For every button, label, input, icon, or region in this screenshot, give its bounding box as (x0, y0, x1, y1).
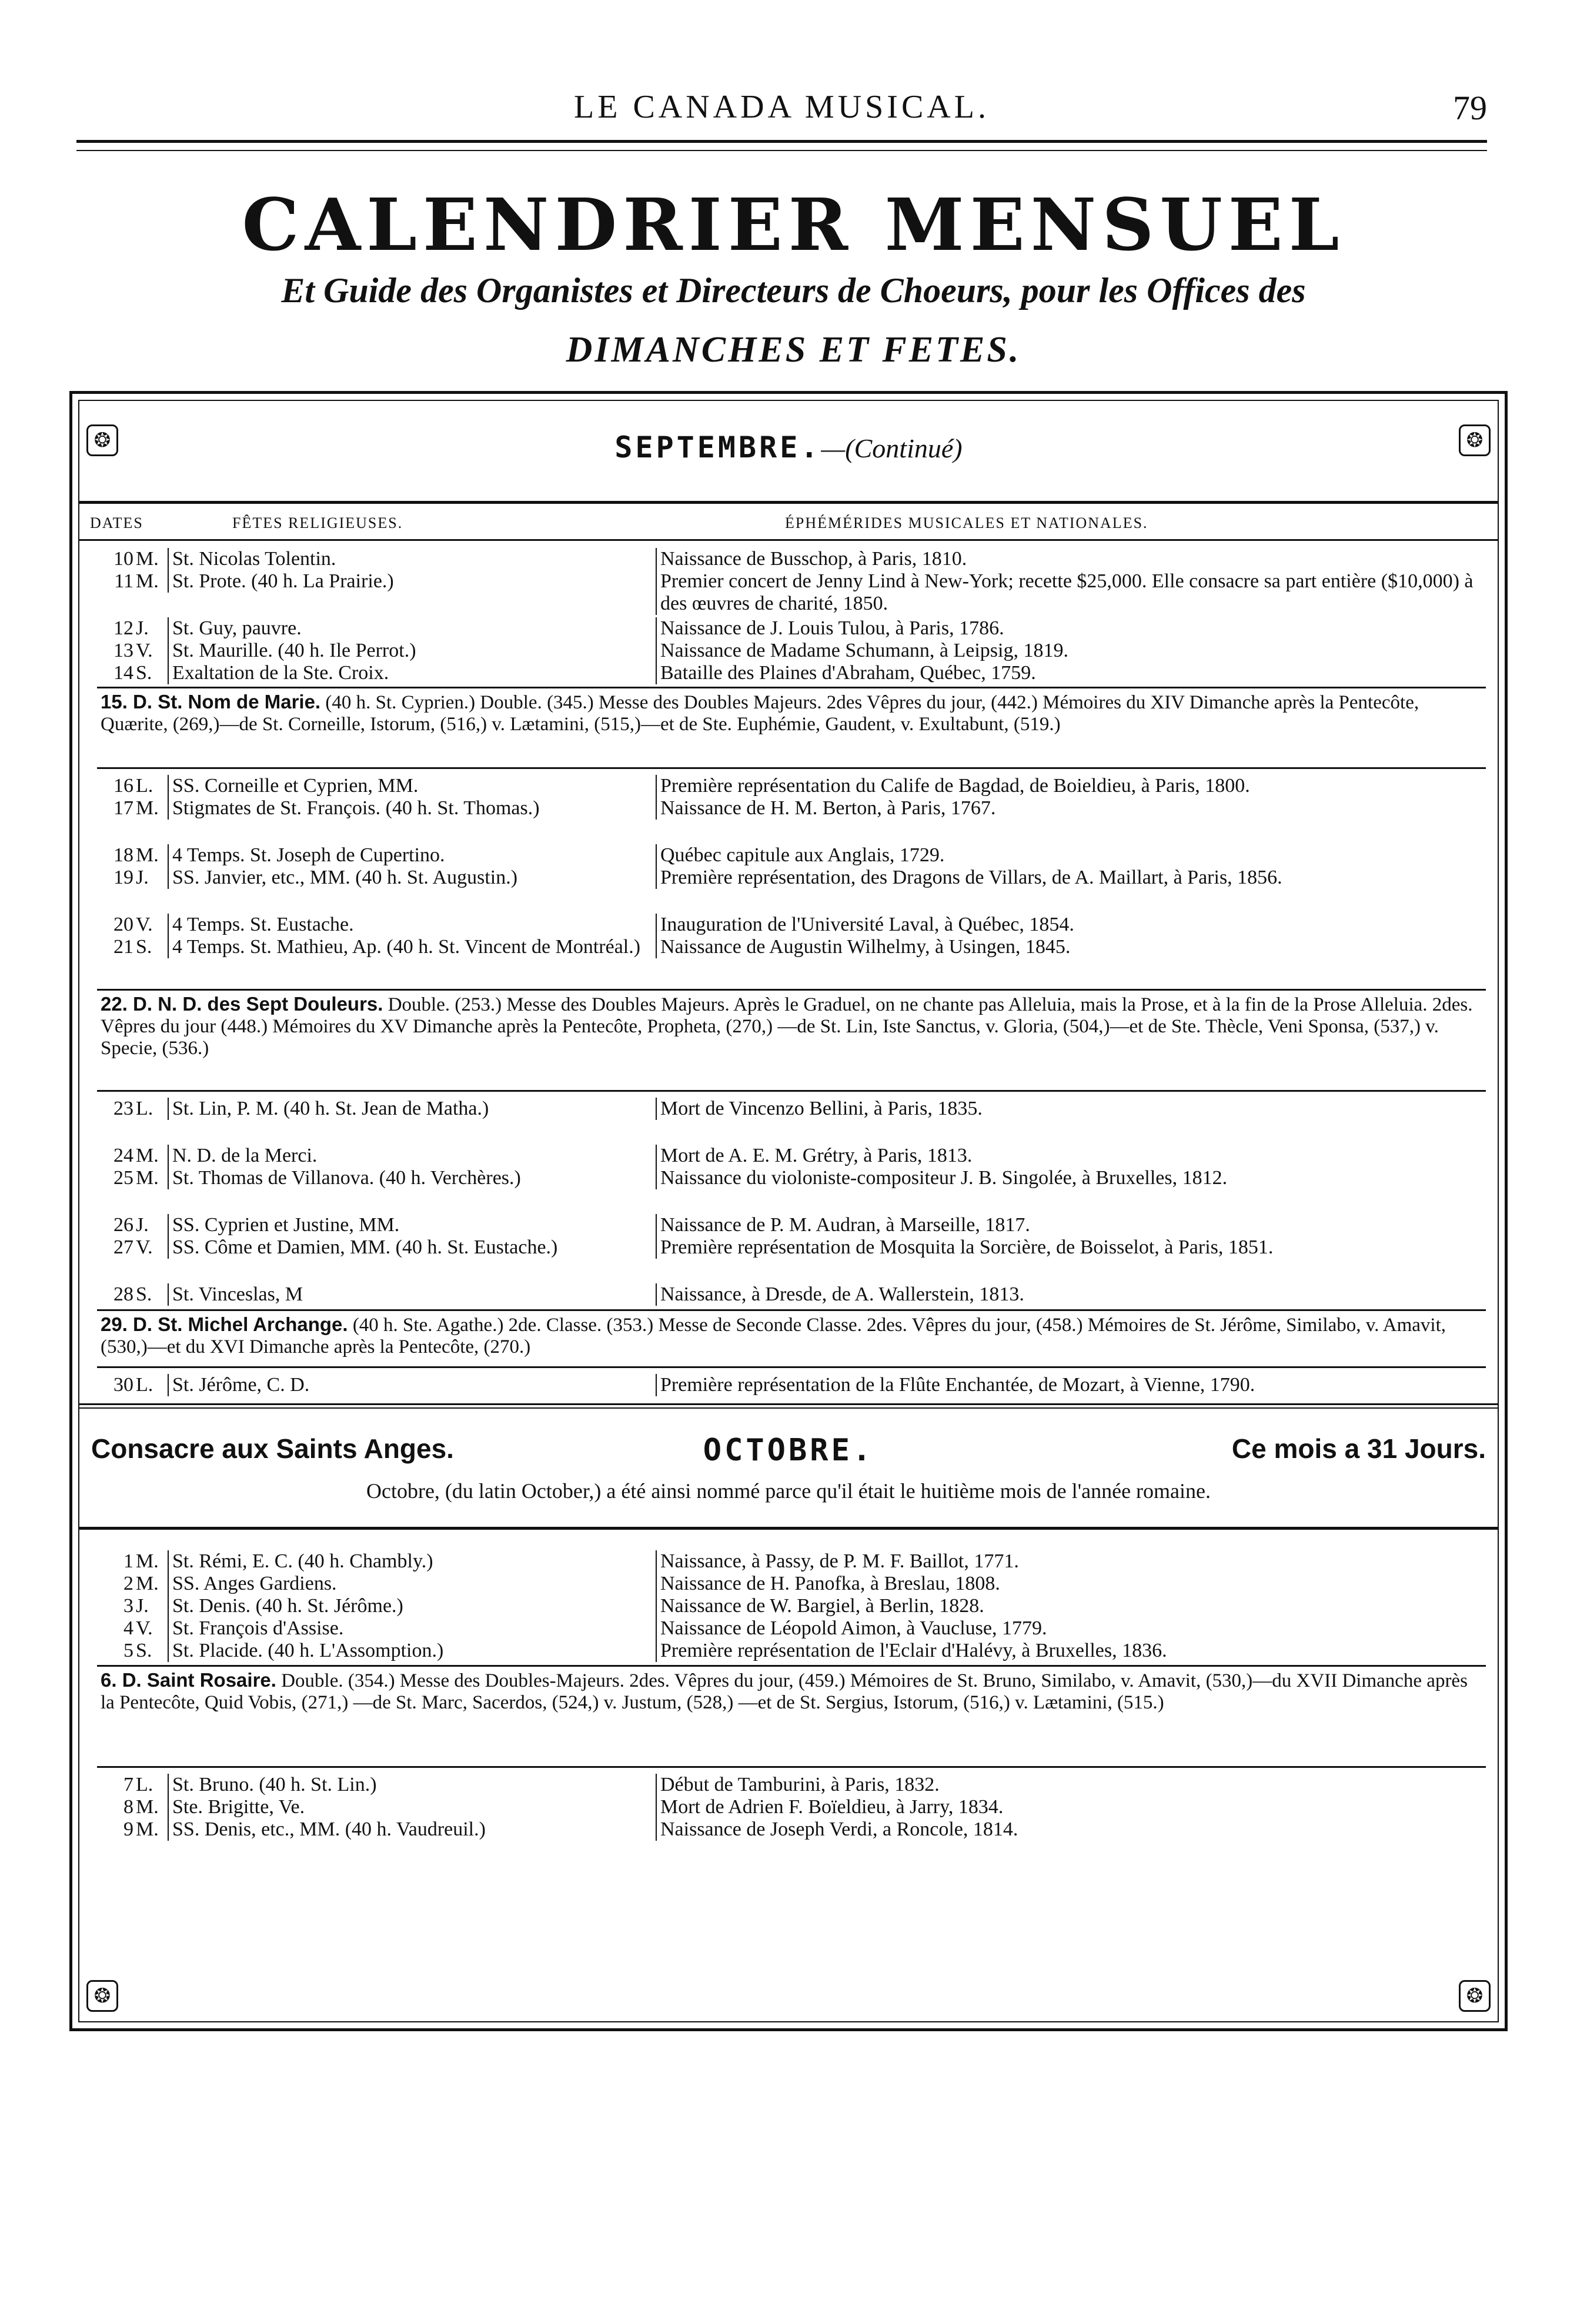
table-row (79, 1774, 1498, 1796)
table-row (79, 1374, 1498, 1396)
day-number: 23 (113, 1098, 133, 1119)
table-row (79, 914, 1498, 936)
event: Naissance de J. Louis Tulou, à Paris, 1786. (656, 617, 1486, 640)
day-number: 20 (113, 914, 133, 935)
feast: SS. Côme et Damien, MM. (40 h. St. Eustache.) (168, 1236, 656, 1259)
day-number: 24 (113, 1145, 133, 1166)
table-row (79, 1595, 1498, 1617)
feast: St. Maurille. (40 h. Ile Perrot.) (168, 640, 656, 662)
feast: St. Prote. (40 h. La Prairie.) (168, 570, 656, 593)
feast: Stigmates de St. François. (40 h. St. Thomas.) (168, 797, 656, 820)
weekday: M. (136, 570, 159, 592)
feast: 4 Temps. St. Mathieu, Ap. (40 h. St. Vincent de Montréal.) (168, 936, 656, 958)
weekday: L. (136, 1374, 153, 1396)
table-row (79, 1214, 1498, 1236)
weekday: L. (136, 1774, 153, 1795)
october-dedication: Consacre aux Saints Anges. (91, 1433, 454, 1464)
column-header-dates: DATES (90, 514, 143, 531)
sunday-office: (40 h. Ste. Agathe.) 2de. Classe. (353.) Messe de Seconde Classe. 2des. Vêpres du jour, (458.) Mémoires de St. Jérôme, Similabo, v. Amavit, (530,)—et du XVI Dimanche après la Pentecôte, (270.) (101, 1315, 1446, 1357)
feast: St. Placide. (40 h. L'Assomption.) (168, 1640, 656, 1662)
feast: St. Bruno. (40 h. St. Lin.) (168, 1774, 656, 1796)
ornament-icon: ❂ (1459, 1980, 1491, 2012)
event: Naissance, à Dresde, de A. Wallerstein, 1813. (656, 1283, 1486, 1306)
weekday: J. (136, 1214, 149, 1236)
day-number: 10 (113, 548, 133, 570)
day-number: 26 (113, 1214, 133, 1236)
feast: St. Thomas de Villanova. (40 h. Verchères.) (168, 1167, 656, 1189)
day-number: 3 (123, 1595, 133, 1617)
feast: St. Rémi, E. C. (40 h. Chambly.) (168, 1550, 656, 1573)
day-number: 9 (123, 1818, 133, 1840)
event: Naissance, à Passy, de P. M. F. Baillot, 1771. (656, 1550, 1486, 1573)
table-row (79, 617, 1498, 640)
weekday: M. (136, 1167, 159, 1189)
day-number: 30 (113, 1374, 133, 1396)
event: Naissance de H. M. Berton, à Paris, 1767. (656, 797, 1486, 820)
ornament-icon: ❂ (1459, 424, 1491, 456)
september-rows-3 (79, 1098, 1498, 1306)
weekday: J. (136, 617, 149, 639)
day-number: 7 (123, 1774, 133, 1795)
sunday-entry (97, 1665, 1486, 1768)
feast: St. Nicolas Tolentin. (168, 548, 656, 570)
weekday: M. (136, 844, 159, 866)
sunday-entry (97, 1309, 1486, 1368)
calendar-frame (69, 391, 1508, 2031)
table-row (79, 1550, 1498, 1573)
subtitle-line-2: DIMANCHES ET FETES. (566, 330, 1021, 370)
sunday-office: Double. (253.) Messe des Doubles Majeurs. Après le Graduel, on ne chante pas Alleluia, mais la Prose, et à la fin de la Prose Alleluia. 2des. Vêpres du jour (448.) Mémoires du XV Dimanche après la Pentecôte, Propheta, (270,) —de St. Lin, Iste Sanctus, v. Gloria, (504,)—et de Ste. Thècle, Veni Sponsa, (537,) v. Specie, (536.) (101, 994, 1473, 1059)
page-title: CALENDRIER MENSUEL (242, 182, 1345, 267)
weekday: M. (136, 1573, 159, 1594)
table-row (79, 570, 1498, 617)
weekday: L. (136, 775, 153, 797)
feast: SS. Corneille et Cyprien, MM. (168, 775, 656, 797)
october-note: Octobre, (du latin October,) a été ainsi nommé parce qu'il était le huitième mois de l'année romaine. (366, 1479, 1211, 1503)
event: Naissance de Madame Schumann, à Leipsig, 1819. (656, 640, 1486, 662)
event: Inauguration de l'Université Laval, à Québec, 1854. (656, 914, 1486, 936)
day-number: 27 (113, 1236, 133, 1258)
table-row (79, 1818, 1498, 1865)
october-heading (79, 1433, 1498, 1515)
feast: 4 Temps. St. Joseph de Cupertino. (168, 844, 656, 867)
event: Bataille des Plaines d'Abraham, Québec, 1759. (656, 662, 1486, 684)
event: Début de Tamburini, à Paris, 1832. (656, 1774, 1486, 1796)
table-row (79, 640, 1498, 662)
table-row (79, 775, 1498, 797)
event: Première représentation du Calife de Bagdad, de Boieldieu, à Paris, 1800. (656, 775, 1486, 797)
september-rows-4 (79, 1374, 1498, 1396)
weekday: S. (136, 662, 152, 684)
table-row (79, 936, 1498, 983)
column-header-fetes: FÊTES RELIGIEUSES. (232, 514, 403, 531)
day-number: 16 (113, 775, 133, 797)
day-number: 11 (114, 570, 133, 592)
event: Mort de Vincenzo Bellini, à Paris, 1835. (656, 1098, 1486, 1120)
day-number: 2 (123, 1573, 133, 1594)
event: Naissance de P. M. Audran, à Marseille, 1817. (656, 1214, 1486, 1236)
ornament-icon: ❂ (86, 424, 118, 456)
feast: St. Jérôme, C. D. (168, 1374, 656, 1396)
event: Naissance de Busschop, à Paris, 1810. (656, 548, 1486, 570)
table-row (79, 797, 1498, 844)
ornament-icon: ❂ (86, 1980, 118, 2012)
day-number: 14 (113, 662, 133, 684)
table-row (79, 1573, 1498, 1595)
september-title (79, 430, 1498, 464)
weekday: V. (136, 1236, 153, 1258)
sunday-heading: 22. D. N. D. des Sept Douleurs. (101, 993, 383, 1015)
weekday: J. (136, 1595, 149, 1617)
october-rows-1 (79, 1550, 1498, 1662)
day-number: 1 (123, 1550, 133, 1572)
feast: 4 Temps. St. Eustache. (168, 914, 656, 936)
table-row (79, 1167, 1498, 1214)
table-row (79, 1098, 1498, 1145)
table-row (79, 1236, 1498, 1283)
day-number: 17 (113, 797, 133, 819)
table-row (79, 1640, 1498, 1662)
feast: SS. Denis, etc., MM. (40 h. Vaudreuil.) (168, 1818, 656, 1841)
journal-title: LE CANADA MUSICAL. (574, 89, 990, 125)
event: Naissance de Augustin Wilhelmy, à Usingen, 1845. (656, 936, 1486, 958)
feast: SS. Cyprien et Justine, MM. (168, 1214, 656, 1236)
weekday: M. (136, 548, 159, 570)
september-heading (79, 424, 1498, 472)
sunday-heading: 15. D. St. Nom de Marie. (101, 691, 321, 713)
sunday-entry (97, 989, 1486, 1092)
feast: N. D. de la Merci. (168, 1145, 656, 1167)
sunday-heading: 6. D. Saint Rosaire. (101, 1669, 276, 1691)
table-row (79, 1283, 1498, 1306)
table-row (79, 844, 1498, 867)
day-number: 19 (113, 867, 133, 888)
weekday: M. (136, 1796, 159, 1818)
event: Première représentation de Mosquita la Sorcière, de Boisselot, à Paris, 1851. (656, 1236, 1486, 1259)
sunday-entry (97, 687, 1486, 769)
day-number: 18 (113, 844, 133, 866)
weekday: L. (136, 1098, 153, 1119)
event: Naissance du violoniste-compositeur J. B. Singolée, à Bruxelles, 1812. (656, 1167, 1486, 1189)
day-number: 12 (113, 617, 133, 639)
weekday: M. (136, 1818, 159, 1840)
subtitle-line-1: Et Guide des Organistes et Directeurs de Choeurs, pour les Offices des (281, 271, 1306, 310)
day-number: 25 (113, 1167, 133, 1189)
day-number: 8 (123, 1796, 133, 1818)
section-rule (79, 1407, 1498, 1409)
sunday-office: Double. (354.) Messe des Doubles-Majeurs. 2des. Vêpres du jour, (459.) Mémoires de St. Bruno, Similabo, v. Amavit, (530,)—du XVII Dimanche après la Pentecôte, Quid Vobis, (271,) —de St. Marc, Sacerdos, (524,) v. Justum, (528,) —et de St. Sergius, Istorum, (516,) v. Lætamini, (515.) (101, 1670, 1468, 1713)
october-day-count: Ce mois a 31 Jours. (1231, 1433, 1486, 1464)
column-header-ephemerides: ÉPHÉMÉRIDES MUSICALES ET NATIONALES. (785, 514, 1148, 531)
sunday-office: (40 h. St. Cyprien.) Double. (345.) Messe des Doubles Majeurs. 2des Vêpres du jour, (442.) Mémoires du XIV Dimanche après la Pentecôte, Quærite, (269,)—de St. Corneille, Istorum, (516,) v. Lætamini, (515,)—et de Ste. Euphémie, Gaudent, v. Exultabunt, (519.) (101, 692, 1419, 735)
feast: SS. Janvier, etc., MM. (40 h. St. Augustin.) (168, 867, 656, 889)
feast: St. Denis. (40 h. St. Jérôme.) (168, 1595, 656, 1617)
header-rule (76, 140, 1487, 151)
event: Naissance de W. Bargiel, à Berlin, 1828. (656, 1595, 1486, 1617)
september-title-text: SEPTEMBRE. (614, 430, 821, 464)
column-headers (79, 501, 1498, 541)
october-rows-2 (79, 1774, 1498, 1865)
table-row (79, 662, 1498, 684)
weekday: S. (136, 1283, 152, 1305)
sunday-heading: 29. D. St. Michel Archange. (101, 1313, 348, 1335)
event: Première représentation, des Dragons de Villars, de A. Maillart, à Paris, 1856. (656, 867, 1486, 889)
event: Naissance de Léopold Aimon, à Vaucluse, 1779. (656, 1617, 1486, 1640)
event: Québec capitule aux Anglais, 1729. (656, 844, 1486, 867)
weekday: M. (136, 797, 159, 819)
section-rule (79, 1403, 1498, 1405)
september-rows-1 (79, 548, 1498, 684)
october-title: OCTOBRE. (703, 1433, 874, 1468)
table-row (79, 1145, 1498, 1167)
feast: St. François d'Assise. (168, 1617, 656, 1640)
running-header (76, 88, 1487, 141)
weekday: M. (136, 1145, 159, 1166)
weekday: J. (136, 867, 149, 888)
calendar-frame-inner (78, 400, 1499, 2022)
feast: St. Guy, pauvre. (168, 617, 656, 640)
day-number: 4 (123, 1617, 133, 1639)
weekday: V. (136, 1617, 153, 1639)
event: Premier concert de Jenny Lind à New-York; recette $25,000. Elle consacre sa part entière ($10,000) à des œuvres de charité, 1850. (656, 570, 1486, 615)
day-number: 21 (113, 936, 133, 958)
feast: St. Vinceslas, M (168, 1283, 656, 1306)
feast: St. Lin, P. M. (40 h. St. Jean de Matha.) (168, 1098, 656, 1120)
weekday: V. (136, 640, 153, 661)
day-number: 5 (123, 1640, 133, 1661)
weekday: M. (136, 1550, 159, 1572)
september-continued: —(Continué) (821, 433, 963, 463)
september-rows-2 (79, 775, 1498, 983)
event: Mort de Adrien F. Boïeldieu, à Jarry, 1834. (656, 1796, 1486, 1818)
day-number: 28 (113, 1283, 133, 1305)
weekday: V. (136, 914, 153, 935)
event: Naissance de Joseph Verdi, a Roncole, 1814. (656, 1818, 1486, 1841)
feast: Ste. Brigitte, Ve. (168, 1796, 656, 1818)
day-number: 13 (113, 640, 133, 661)
event: Mort de A. E. M. Grétry, à Paris, 1813. (656, 1145, 1486, 1167)
weekday: S. (136, 936, 152, 958)
feast: Exaltation de la Ste. Croix. (168, 662, 656, 684)
feast: SS. Anges Gardiens. (168, 1573, 656, 1595)
table-row (79, 548, 1498, 570)
table-row (79, 867, 1498, 914)
event: Première représentation de l'Eclair d'Halévy, à Bruxelles, 1836. (656, 1640, 1486, 1662)
page-number: 79 (1453, 89, 1487, 127)
weekday: S. (136, 1640, 152, 1661)
section-rule (79, 1527, 1498, 1530)
event: Première représentation de la Flûte Enchantée, de Mozart, à Vienne, 1790. (656, 1374, 1486, 1396)
table-row (79, 1617, 1498, 1640)
table-row (79, 1796, 1498, 1818)
event: Naissance de H. Panofka, à Breslau, 1808. (656, 1573, 1486, 1595)
